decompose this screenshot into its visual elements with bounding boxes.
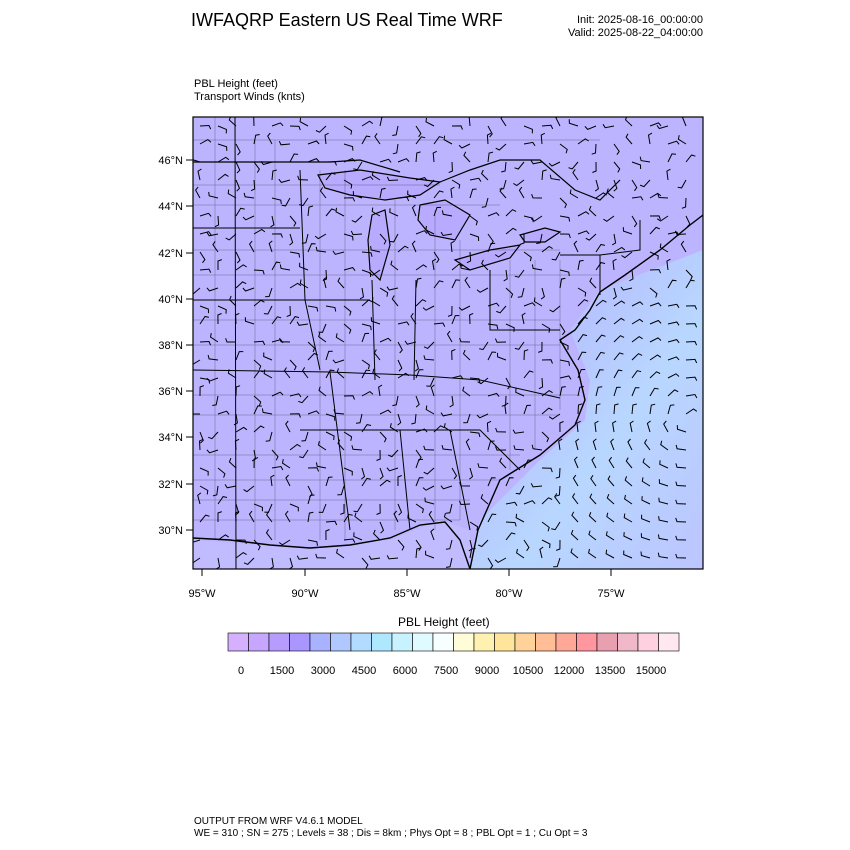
lon-label: 85°W — [393, 588, 421, 600]
lon-label: 75°W — [597, 588, 625, 600]
colorbar-tick-label: 10500 — [512, 665, 544, 677]
field-name: PBL Height (feet) — [194, 78, 278, 90]
colorbar-box — [351, 633, 372, 651]
lon-label: 80°W — [495, 588, 523, 600]
lat-label: 40°N — [158, 294, 183, 306]
lat-label: 44°N — [158, 201, 183, 213]
colorbar-tick-label: 7500 — [433, 665, 459, 677]
colorbar-tick-label: 6000 — [392, 665, 418, 677]
colorbar-tick-label: 13500 — [594, 665, 626, 677]
longitude-axis — [188, 569, 625, 600]
colorbar-box — [597, 633, 618, 651]
lat-label: 36°N — [158, 386, 183, 398]
colorbar-tick-label: 4500 — [351, 665, 377, 677]
colorbar-box — [536, 633, 557, 651]
lat-label: 34°N — [158, 432, 183, 444]
init-time: Init: 2025-08-16_00:00:00 — [577, 14, 703, 26]
colorbar — [228, 633, 679, 651]
colorbar-box — [454, 633, 475, 651]
colorbar-box — [310, 633, 331, 651]
lon-label: 95°W — [188, 588, 216, 600]
colorbar-box — [515, 633, 536, 651]
colorbar-tick-label: 1500 — [269, 665, 295, 677]
lat-label: 32°N — [158, 479, 183, 491]
colorbar-box — [331, 633, 352, 651]
colorbar-tick-label: 15000 — [635, 665, 667, 677]
colorbar-box — [618, 633, 639, 651]
colorbar-box — [495, 633, 516, 651]
colorbar-box — [659, 633, 680, 651]
colorbar-box — [249, 633, 270, 651]
model-info — [194, 816, 587, 840]
colorbar-box — [577, 633, 598, 651]
lat-label: 30°N — [158, 525, 183, 537]
lon-label: 90°W — [291, 588, 319, 600]
colorbar-box — [433, 633, 454, 651]
model-config: WE = 310 ; SN = 275 ; Levels = 38 ; Dis = 8km ; Phys Opt = 8 ; PBL Opt = 1 ; Cu Opt = 3 — [194, 828, 588, 839]
colorbar-box — [413, 633, 434, 651]
colorbar-box — [269, 633, 290, 651]
model-version: OUTPUT FROM WRF V4.6.1 MODEL — [194, 816, 363, 827]
colorbar-tick-label: 0 — [237, 665, 245, 677]
colorbar-box — [638, 633, 659, 651]
colorbar-tick-label: 9000 — [474, 665, 500, 677]
colorbar-box — [372, 633, 393, 651]
colorbar-title: PBL Height (feet) — [398, 615, 490, 629]
colorbar-box — [556, 633, 577, 651]
map-title: IWFAQRP Eastern US Real Time WRF — [191, 10, 503, 30]
lat-label: 42°N — [158, 248, 183, 260]
colorbar-tick-label: 12000 — [553, 665, 585, 677]
map-area — [189, 115, 703, 570]
lat-label: 38°N — [158, 340, 183, 352]
lat-label: 46°N — [158, 155, 183, 167]
colorbar-tick-label: 3000 — [310, 665, 336, 677]
colorbar-labels — [238, 665, 666, 677]
wind-field-name: Transport Winds (knts) — [194, 91, 305, 103]
colorbar-box — [228, 633, 249, 651]
colorbar-box — [392, 633, 413, 651]
colorbar-box — [290, 633, 311, 651]
latitude-axis — [158, 155, 193, 537]
valid-time: Valid: 2025-08-22_04:00:00 — [568, 27, 703, 39]
colorbar-box — [474, 633, 495, 651]
